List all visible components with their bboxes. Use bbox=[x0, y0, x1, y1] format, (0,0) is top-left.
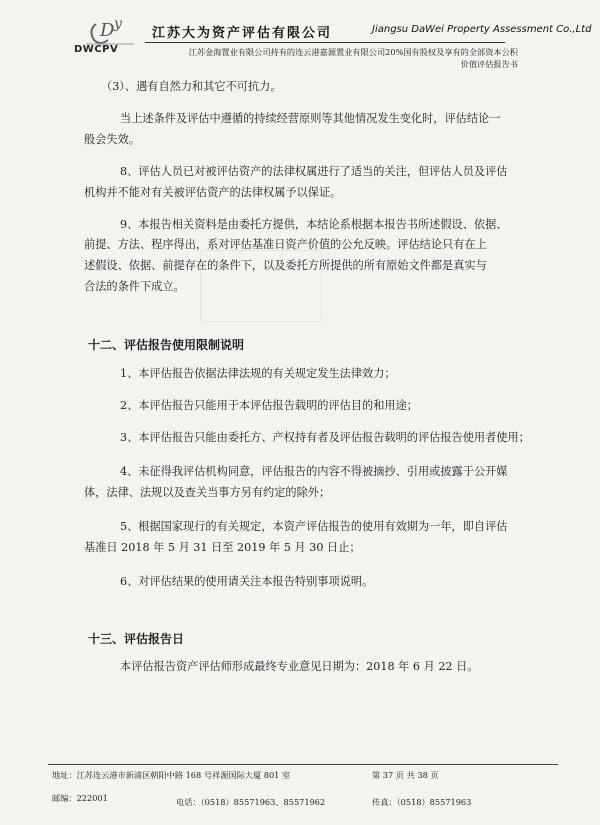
footer-fax: 传真：（0518）85571963 bbox=[372, 797, 472, 807]
footer-address: 地址：江苏连云港市新浦区朝阳中路 168 号祥源国际大厦 801 室 bbox=[52, 770, 291, 780]
paragraph-line: 9、本报告相关资料是由委托方提供，本结论系根据本报告书所述假设、依据、 bbox=[120, 218, 508, 231]
company-name-cn: 江苏大为资产评估有限公司 bbox=[152, 26, 333, 41]
logo-text: DWCPV bbox=[74, 44, 119, 55]
paragraph-line: 合法的条件下成立。 bbox=[84, 280, 185, 293]
list-item: 6、对评估结果的使用请关注本报告特别事项说明。 bbox=[120, 575, 374, 588]
list-item: 体，法律、法规以及查关当事方另有约定的除外； bbox=[84, 486, 331, 499]
paragraph-line: 本评估报告资产评估师形成最终专业意见日期为：2018 年 6 月 22 日。 bbox=[120, 660, 479, 673]
footer-divider bbox=[48, 764, 558, 765]
paragraph-line: 述假设、依据、前提存在的条件下，以及委托方所提供的所有原始文件都是真实与 bbox=[84, 259, 487, 272]
list-item: 2、本评估报告只能用于本评估报告载明的评估目的和用途； bbox=[120, 399, 418, 412]
header-divider bbox=[145, 42, 505, 43]
paragraph-line: 8、评估人员已对被评估资产的法律权属进行了适当的关注，但评估人员及评估 bbox=[120, 165, 508, 178]
report-title-line2: 价值评估报告书 bbox=[460, 59, 518, 69]
report-title bbox=[148, 46, 518, 70]
footer-postcode: 邮编：222001 bbox=[52, 793, 108, 803]
footer-phone: 电话：（0518）85571963、85571962 bbox=[176, 797, 326, 807]
svg-text:y: y bbox=[114, 16, 122, 32]
section-heading-13: 十三、评估报告日 bbox=[88, 632, 185, 646]
paragraph-line: 前提、方法、程序得出，系对评估基准日资产价值的公允反映。评估结论只有在上 bbox=[84, 238, 487, 251]
company-name-en: Jiangsu DaWei Property Assessment Co.,Ltd bbox=[372, 24, 592, 35]
page-header bbox=[0, 0, 600, 78]
paragraph-line: （3）、遇有自然力和其它不可抗力。 bbox=[101, 80, 282, 93]
paragraph-line: 般会失效。 bbox=[84, 133, 140, 146]
paragraph-line: 当上述条件及评估中遵循的持续经营原则等其他情况发生变化时，评估结论一 bbox=[120, 112, 501, 125]
list-item: 4、未征得我评估机构同意，评估报告的内容不得被摘抄、引用或披露于公开媒 bbox=[120, 465, 508, 478]
section-heading-12: 十二、评估报告使用限制说明 bbox=[88, 338, 245, 352]
footer-page-number: 第 37 页 共 38 页 bbox=[372, 770, 439, 780]
report-title-line1: 江苏金海置业有限公司持有的连云港嘉源置业有限公司20%国有股权及享有的全部资本公积 bbox=[188, 47, 518, 57]
list-item: 1、本评估报告依据法律法规的有关规定发生法律效力； bbox=[120, 367, 396, 380]
list-item: 3、本评估报告只能由委托方、产权持有者及评估报告载明的评估报告使用者使用； bbox=[120, 431, 530, 444]
list-item: 基准日 2018 年 5 月 31 日至 2019 年 5 月 30 日止； bbox=[84, 541, 361, 554]
svg-text:D: D bbox=[100, 20, 115, 41]
paragraph-line: 机构并不能对有关被评估资产的法律权属予以保证。 bbox=[84, 186, 342, 199]
list-item: 5、根据国家现行的有关规定，本资产评估报告的使用有效期为一年，即自评估 bbox=[120, 520, 508, 533]
